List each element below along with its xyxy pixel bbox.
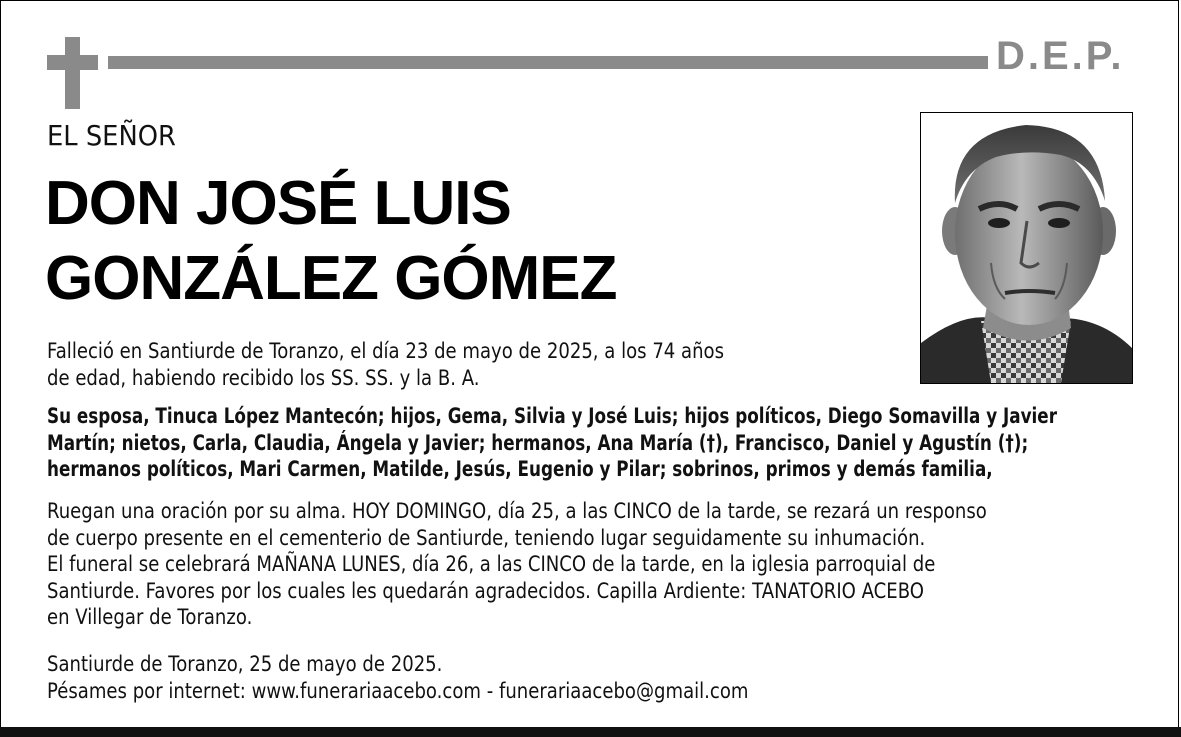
text-line: hermanos políticos, Mari Carmen, Matilde, Jesús, Eugenio y Pilar; sobrinos, primos y demás familia, (47, 457, 993, 481)
text-line: Santiurde. Favores por los cuales les quedarán agradecidos. Capilla Ardiente: TANATORIO ACEBO (47, 578, 924, 603)
name-line-2: GONZÁLEZ GÓMEZ (45, 244, 617, 313)
text-line: en Villegar de Toranzo. (47, 605, 253, 629)
text-line: Falleció en Santiurde de Toranzo, el día 23 de mayo de 2025, a los 74 años (47, 339, 725, 363)
place-date: Santiurde de Toranzo, 25 de mayo de 2025. (47, 652, 443, 676)
cross-icon (47, 37, 98, 109)
ceremony-paragraph (47, 498, 987, 631)
family-paragraph (47, 403, 1057, 483)
title-prefix: EL SEÑOR (47, 119, 176, 152)
header-divider (108, 56, 988, 69)
text-line: Su esposa, Tinuca López Mantecón; hijos, Gema, Silvia y José Luis; hijos políticos, Diego Somavilla y Javier (47, 404, 1057, 428)
name-line-1: DON JOSÉ LUIS (45, 169, 511, 238)
condolences-line[interactable]: Pésames por internet: www.funerariaacebo.com - funerariaacebo@gmail.com (47, 678, 749, 703)
text-line: de edad, habiendo recibido los SS. SS. y la B. A. (47, 365, 480, 390)
text-line: El funeral se celebrará MAÑANA LUNES, día 26, a las CINCO de la tarde, en la iglesia parroquial de (47, 552, 936, 576)
text-line: Martín; nietos, Carla, Claudia, Ángela y Javier; hermanos, Ana María (†), Francisco, Daniel y Agustín (†); (47, 430, 1029, 455)
death-notice-paragraph (47, 338, 724, 391)
portrait-photo (920, 112, 1133, 384)
footer-paragraph (47, 651, 748, 704)
dep-label: D.E.P. (996, 34, 1125, 78)
deceased-name (45, 166, 617, 316)
bottom-border (0, 727, 1181, 737)
text-line: Ruegan una oración por su alma. HOY DOMINGO, día 25, a las CINCO de la tarde, se rezará un responso (47, 499, 987, 523)
text-line: de cuerpo presente en el cementerio de Santiurde, teniendo lugar seguidamente su inhumación. (47, 525, 926, 550)
